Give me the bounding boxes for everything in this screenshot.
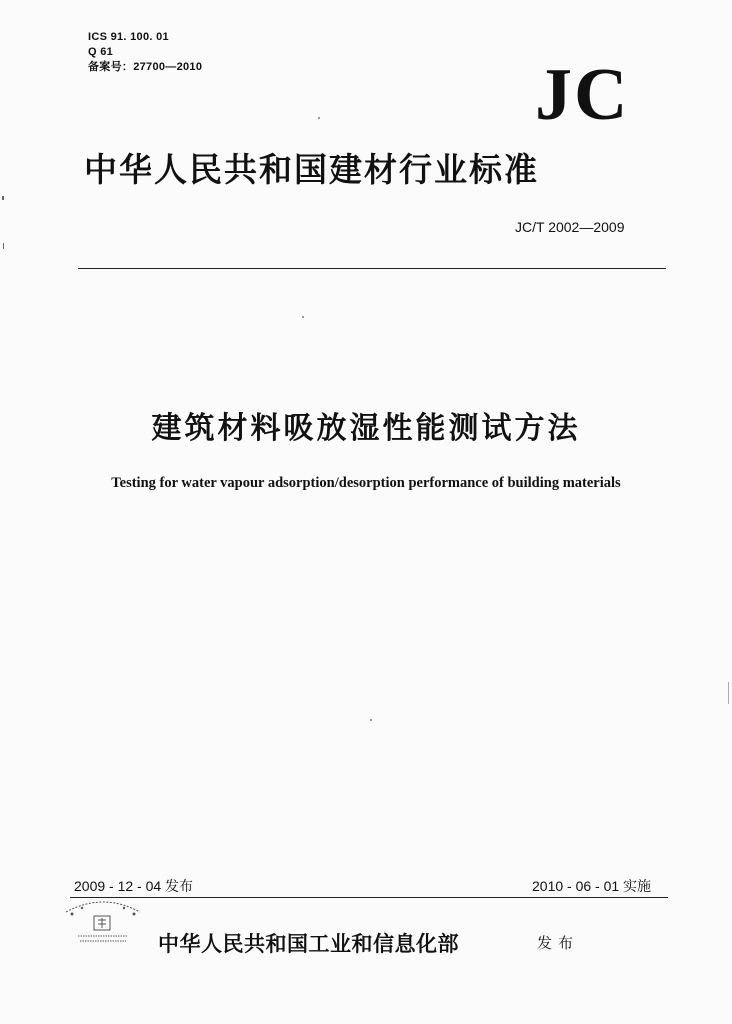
ccs-code: Q 61 xyxy=(88,46,114,58)
document-title-en: Testing for water vapour adsorption/desorption performance of building materials xyxy=(111,475,621,491)
classification-block xyxy=(88,30,202,75)
scan-speck xyxy=(370,719,372,721)
document-title-cn: 建筑材料吸放湿性能测试方法 xyxy=(151,411,581,446)
ics-code: ICS 91. 100. 01 xyxy=(88,31,169,43)
scan-speck xyxy=(3,243,4,249)
standard-title: 中华人民共和国建材行业标准 xyxy=(84,150,539,189)
filing-number: 备案号：27700—2010 xyxy=(88,61,203,73)
scan-speck xyxy=(318,117,320,119)
publish-verb: 发布 xyxy=(537,934,580,952)
standard-code: JC/T 2002—2009 xyxy=(515,219,625,235)
publisher-name: 中华人民共和国工业和信息化部 xyxy=(158,931,459,956)
footer-divider xyxy=(70,897,668,898)
issue-date: 2009 - 12 - 04 发布 xyxy=(74,878,194,894)
header-divider xyxy=(78,268,666,269)
scan-speck xyxy=(728,682,729,704)
implementation-date: 2010 - 06 - 01 实施 xyxy=(532,878,652,894)
seal-stamp-icon xyxy=(58,896,148,952)
scan-speck xyxy=(302,316,304,318)
jc-logo: JC xyxy=(535,54,630,136)
scan-speck xyxy=(2,196,4,200)
